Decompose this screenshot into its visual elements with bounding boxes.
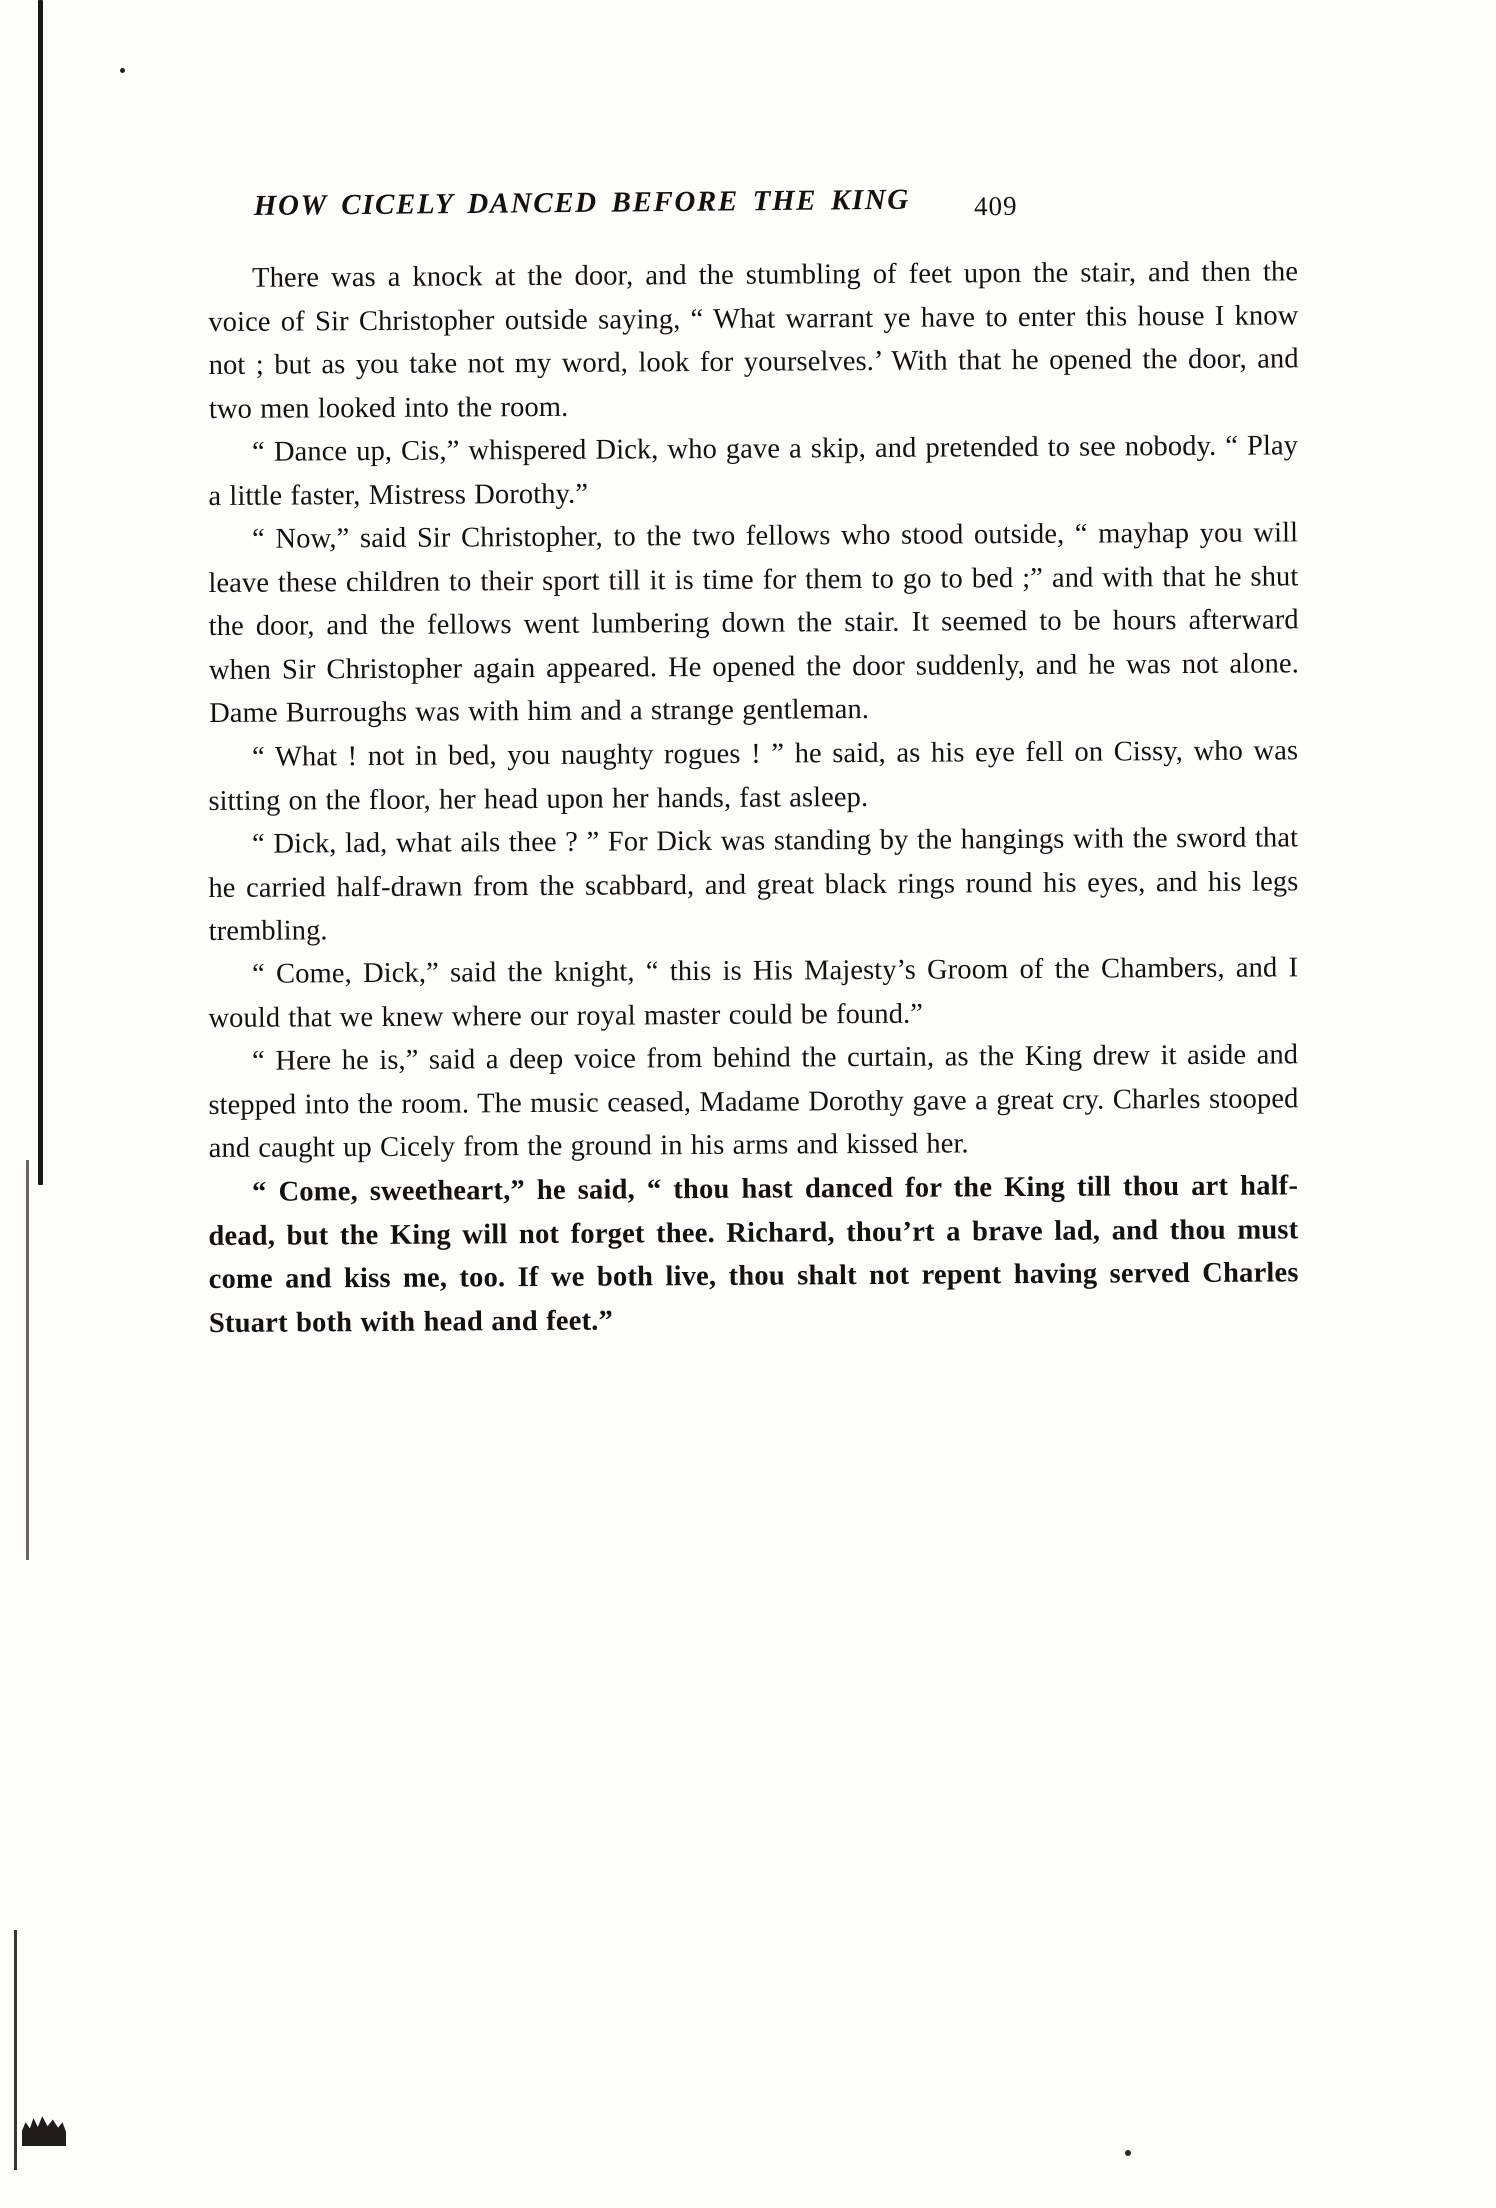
page-number: 409 — [973, 190, 1018, 222]
ink-speck-bottom — [1125, 2150, 1131, 2156]
ink-speck-top — [120, 68, 125, 73]
page-gutter-mark-bottom — [14, 1930, 17, 2170]
paragraph: “ Dick, lad, what ails thee ? ” For Dick was standing by the hangings with the sword that he carried half-drawn from the scabbard, and great black rings round his eyes, and his legs trembling. — [208, 821, 1299, 947]
paragraph: “ Here he is,” said a deep voice from behind the curtain, as the King drew it aside and stepped into the room. The music ceased, Madame Dorothy gave a great cry. Charles stooped and caught up Cicely from the ground in his arms and kissed her. — [208, 1039, 1299, 1164]
running-head — [208, 183, 1298, 223]
paragraph: There was a knock at the door, and the stumbling of feet upon the stair, and then the voice of Sir Christopher outside saying, “ What warrant ye have to enter this house I know not ; but as you take not my word, look for yourselves.’ With that he opened the door, and two men looked into the room. — [208, 256, 1299, 425]
running-head-title: HOW CICELY DANCED BEFORE THE KING — [253, 183, 911, 223]
paragraph: “ Now,” said Sir Christopher, to the two fellows who stood outside, “ mayhap you will leave these children to their sport till it is time for them to go to bed ;” and with that he shut the door, and the fellows went lumbering down the stair. It seemed to be hours afterward when Sir Christopher again appeared. He opened the door suddenly, and he was not alone. Dame Burroughs was with him and a strange gentleman. — [208, 517, 1300, 729]
page-gutter-mark — [38, 0, 43, 1185]
page-text-block — [208, 183, 1300, 1345]
paragraph: “ Come, Dick,” said the knight, “ this is His Majesty’s Groom of the Chambers, and I would that we knew where our royal master could be found.” — [208, 952, 1299, 1034]
paragraph: “ Dance up, Cis,” whispered Dick, who gave a skip, and pretended to see nobody. “ Play a little faster, Mistress Dorothy.” — [208, 430, 1299, 512]
page-gutter-mark-lower — [26, 1160, 29, 1560]
paragraph: “ What ! not in bed, you naughty rogues ! ” he said, as his eye fell on Cissy, who was sitting on the floor, her head upon her hands, fast asleep. — [208, 734, 1299, 816]
paragraph: “ Come, sweetheart,” he said, “ thou hast danced for the King till thou art half-dead, but the King will not forget thee. Richard, thou’rt a brave lad, and thou must come and kiss me, too. If we both live, thou shalt not repent having served Charles Stuart both with head and feet.” — [208, 1169, 1299, 1338]
